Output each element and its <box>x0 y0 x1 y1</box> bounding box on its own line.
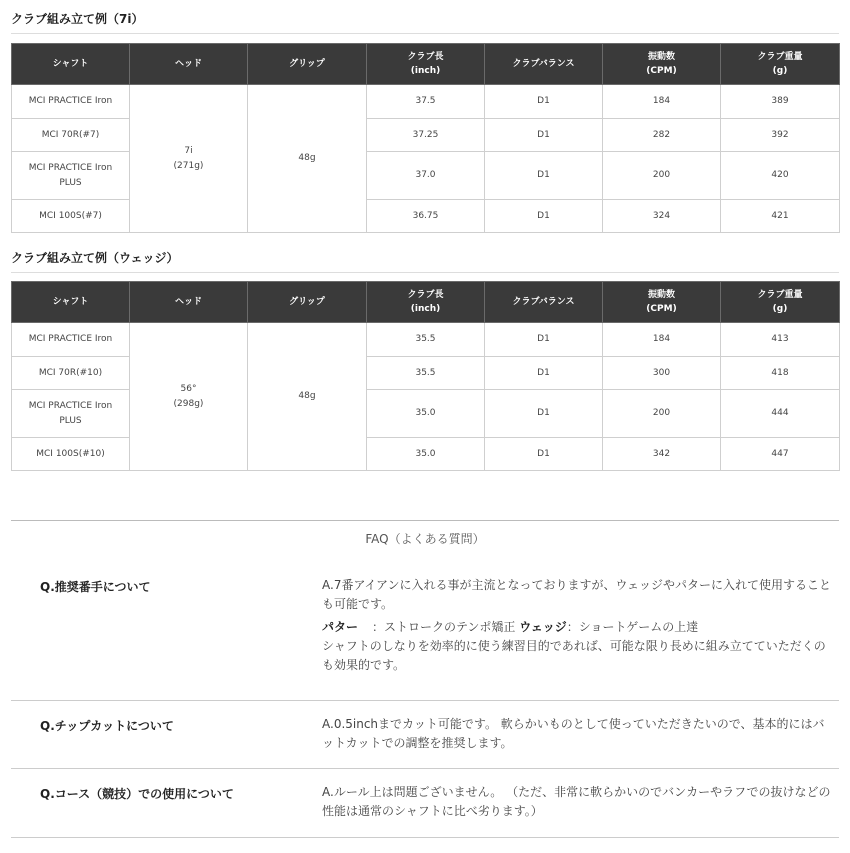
cell-cpm: 324 <box>603 200 721 233</box>
cell-cpm: 200 <box>603 152 721 200</box>
header-shaft: シャフト <box>12 282 130 323</box>
cell-weight: 444 <box>721 390 840 438</box>
cell-cpm: 300 <box>603 357 721 390</box>
cell-cpm: 200 <box>603 390 721 438</box>
faq-item <box>11 701 839 769</box>
cell-balance: D1 <box>485 357 603 390</box>
cell-weight: 389 <box>721 85 840 119</box>
spec-table-wedge <box>11 281 840 471</box>
header-head: ヘッド <box>130 44 248 85</box>
cell-length: 35.0 <box>367 390 485 438</box>
faq-title: FAQ（よくある質問） <box>365 532 485 546</box>
cell-shaft: MCI 100S(#10) <box>12 438 130 471</box>
faq-top-divider <box>11 520 839 521</box>
header-length: クラブ長 (inch) <box>367 44 485 85</box>
cell-grip: 48g <box>248 85 367 233</box>
header-length: クラブ長 (inch) <box>367 282 485 323</box>
table-header-row <box>12 44 840 85</box>
cell-cpm: 184 <box>603 323 721 357</box>
faq-item <box>11 562 839 701</box>
cell-weight: 421 <box>721 200 840 233</box>
section-title-7i: クラブ組み立て例（7i） <box>11 12 144 26</box>
putter-label: パター <box>322 620 359 634</box>
header-weight: クラブ重量 (g) <box>721 44 840 85</box>
cell-shaft: MCI PRACTICE Iron PLUS <box>12 390 130 438</box>
cell-shaft: MCI PRACTICE Iron PLUS <box>12 152 130 200</box>
header-head: ヘッド <box>130 282 248 323</box>
header-shaft: シャフト <box>12 44 130 85</box>
cell-cpm: 282 <box>603 119 721 152</box>
cell-balance: D1 <box>485 390 603 438</box>
header-cpm: 振動数 (CPM) <box>603 44 721 85</box>
section-divider <box>11 272 839 273</box>
faq-divider <box>11 837 839 838</box>
faq-answer-labels <box>322 618 834 637</box>
wedge-label: ウェッジ <box>519 620 567 634</box>
cell-weight: 420 <box>721 152 840 200</box>
cell-shaft: MCI 70R(#7) <box>12 119 130 152</box>
cell-length: 36.75 <box>367 200 485 233</box>
faq-question: Q.チップカットについて <box>40 719 174 733</box>
faq-answer-text: シャフトのしなりを効率的に使う練習目的であれば、可能な限り長めに組み立てていただくのも効果的です。 <box>322 639 826 672</box>
section-divider <box>11 33 839 34</box>
cell-balance: D1 <box>485 119 603 152</box>
header-balance: クラブバランス <box>485 44 603 85</box>
cell-head: 7i (271g) <box>130 85 248 233</box>
header-balance: クラブバランス <box>485 282 603 323</box>
cell-balance: D1 <box>485 200 603 233</box>
faq-answer: A.ルール上は問題ございません。 （ただ、非常に軟らかいのでバンカーやラフでの抜けなどの性能は通常のシャフトに比べ劣ります。） <box>322 785 831 818</box>
cell-length: 35.5 <box>367 357 485 390</box>
section-title-wedge: クラブ組み立て例（ウェッジ） <box>11 251 179 265</box>
cell-weight: 447 <box>721 438 840 471</box>
cell-length: 37.0 <box>367 152 485 200</box>
faq-question: Q.推奨番手について <box>40 580 151 594</box>
cell-length: 37.5 <box>367 85 485 119</box>
wedge-text: ：ショートゲームの上達 <box>566 620 699 634</box>
cell-balance: D1 <box>485 438 603 471</box>
header-cpm: 振動数 (CPM) <box>603 282 721 323</box>
cell-length: 35.0 <box>367 438 485 471</box>
header-weight: クラブ重量 (g) <box>721 282 840 323</box>
cell-grip: 48g <box>248 323 367 471</box>
table-row <box>12 323 840 357</box>
faq-answer-text: A.7番アイアンに入れる事が主流となっておりますが、ウェッジやパターに入れて使用することも可能です。 <box>322 578 832 611</box>
cell-shaft: MCI PRACTICE Iron <box>12 323 130 357</box>
faq-question: Q.コース（競技）での使用について <box>40 787 234 801</box>
cell-weight: 413 <box>721 323 840 357</box>
cell-cpm: 342 <box>603 438 721 471</box>
cell-cpm: 184 <box>603 85 721 119</box>
faq-answer <box>322 576 834 675</box>
header-grip: グリップ <box>248 282 367 323</box>
cell-shaft: MCI 100S(#7) <box>12 200 130 233</box>
cell-length: 37.25 <box>367 119 485 152</box>
cell-balance: D1 <box>485 323 603 357</box>
faq-item <box>11 769 839 838</box>
table-row <box>12 85 840 119</box>
putter-text: ：ストロークのテンポ矯正 <box>372 620 516 634</box>
faq-answer: A.0.5inchまでカット可能です。 軟らかいものとして使っていただきたいので、基本的にはバットカットでの調整を推奨します。 <box>322 717 825 750</box>
cell-shaft: MCI 70R(#10) <box>12 357 130 390</box>
cell-balance: D1 <box>485 152 603 200</box>
spec-table-7i <box>11 43 840 233</box>
cell-head: 56° (298g) <box>130 323 248 471</box>
cell-shaft: MCI PRACTICE Iron <box>12 85 130 119</box>
cell-weight: 392 <box>721 119 840 152</box>
header-grip: グリップ <box>248 44 367 85</box>
cell-length: 35.5 <box>367 323 485 357</box>
cell-balance: D1 <box>485 85 603 119</box>
cell-weight: 418 <box>721 357 840 390</box>
table-header-row <box>12 282 840 323</box>
